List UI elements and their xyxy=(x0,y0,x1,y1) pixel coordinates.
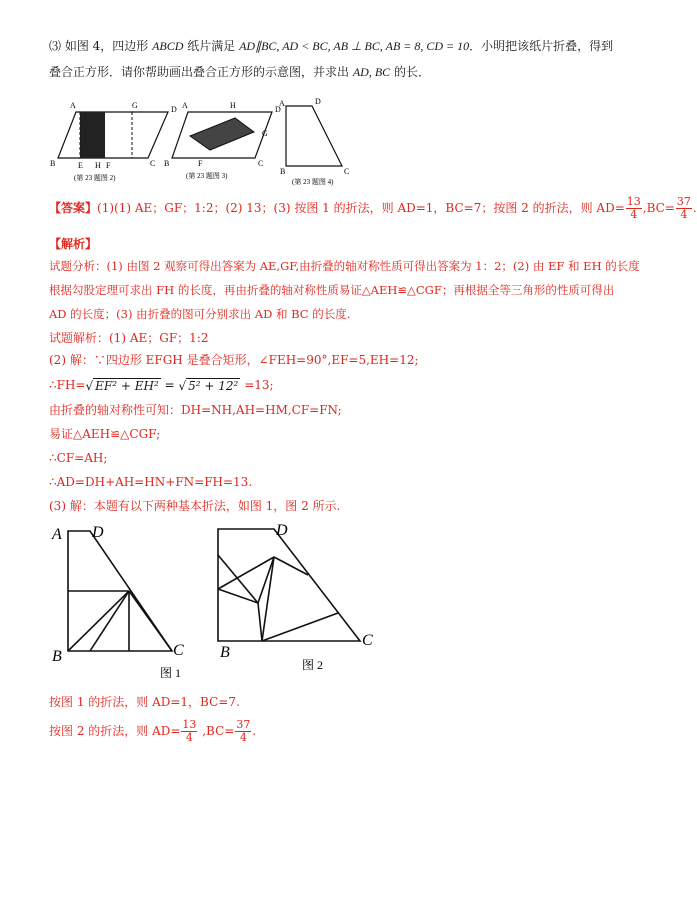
conclusion-2 xyxy=(49,718,256,744)
fraction xyxy=(676,196,692,221)
thumb-label: G xyxy=(262,129,268,138)
thumb-label: A xyxy=(182,101,188,110)
answer-text: ,BC= xyxy=(642,201,675,215)
figure-caption: 图 2 xyxy=(302,658,324,672)
figure-label: C xyxy=(362,632,373,649)
thumb-caption: (第 23 题图 3) xyxy=(186,172,228,180)
thumb-label: C xyxy=(150,159,156,168)
fraction-numerator: 37 xyxy=(676,195,691,208)
problem-text: 纸片满足 xyxy=(183,39,240,53)
analysis-step: 试题解析：(1) AE；GF；1:2 xyxy=(49,331,209,345)
analysis-step: 易证△AEH≌△CGF; xyxy=(49,427,161,441)
fraction xyxy=(626,196,642,221)
analysis-paragraph: AD 的长度；(3) 由折叠的图可分别求出 AD 和 BC 的长度. xyxy=(49,307,351,321)
equation-text: ∴FH= xyxy=(49,378,86,392)
analysis-step: ∴AD=DH+AH=HN+FN=FH=13. xyxy=(49,475,253,489)
conclusion-text: 按图 2 的折法，则 AD= xyxy=(49,724,181,738)
answer-tag: 【答案】 xyxy=(49,201,98,215)
problem-targets: AD, BC xyxy=(352,65,391,79)
equation-text: = xyxy=(164,378,175,392)
analysis-step: (2) 解：∵四边形 EFGH 是叠合矩形，∠FEH=90°,EF=5,EH=12; xyxy=(49,353,419,367)
problem-line-1 xyxy=(49,38,613,54)
problem-conditions: AD∥BC, AD < BC, AB ⊥ BC, AB = 8, CD = 10 xyxy=(239,39,470,53)
fraction-numerator: 13 xyxy=(182,718,197,731)
thumb-label: G xyxy=(132,101,138,110)
thumb-label: B xyxy=(164,159,170,168)
problem-line-2 xyxy=(49,64,430,80)
thumb-label: D xyxy=(275,105,281,114)
sqrt-expression: √ 5² + 12² xyxy=(178,378,239,393)
thumb-label: H xyxy=(230,101,236,110)
fraction-numerator: 13 xyxy=(626,195,641,208)
figure-label: B xyxy=(220,644,230,661)
fraction-denominator: 4 xyxy=(680,208,688,221)
problem-text: ⑶ 如图 4，四边形 xyxy=(49,39,153,53)
figure-label: C xyxy=(173,642,184,659)
thumb-figure-3 xyxy=(164,101,281,180)
thumb-label: F xyxy=(198,159,203,168)
answer-text: (1)(1) AE；GF；1:2；(2) 13；(3) 按图 1 的折法，则 AD=1，BC=7；按图 2 的折法，则 AD= xyxy=(97,201,625,215)
fraction-denominator: 4 xyxy=(239,731,247,744)
figure-label: B xyxy=(52,648,62,665)
equation-text: =13; xyxy=(244,378,274,392)
analysis-paragraph: 根据勾股定理可求出 FH 的长度，再由折叠的轴对称性质易证△AEH≌△CGF；再根据全等三角形的性质可得出 xyxy=(49,283,615,297)
analysis-step: ∴CF=AH; xyxy=(49,451,108,465)
analysis-step: (3) 解：本题有以下两种基本折法，如图 1，图 2 所示. xyxy=(49,499,341,513)
problem-text: 叠合正方形．请你帮助画出叠合正方形的示意图，并求出 xyxy=(49,65,353,79)
fh-equation xyxy=(49,374,274,397)
fraction-denominator: 4 xyxy=(630,208,638,221)
quad-name: ABCD xyxy=(152,39,184,53)
fraction xyxy=(181,719,197,744)
problem-text: ．小明把该纸片折叠，得到 xyxy=(469,39,614,53)
thumb-label: A xyxy=(279,99,285,108)
thumb-label: A xyxy=(70,101,76,110)
thumb-figure-4 xyxy=(279,97,349,186)
thumb-caption: (第 23 题图 2) xyxy=(74,174,116,182)
sqrt-expression: √ EF² + EH² xyxy=(85,378,159,393)
thumb-label: F xyxy=(106,161,111,170)
thumb-label: B xyxy=(50,159,56,168)
fraction xyxy=(235,719,251,744)
conclusion-1: 按图 1 的折法，则 AD=1，BC=7. xyxy=(49,695,240,709)
thumb-label: D xyxy=(315,97,321,106)
thumb-figure-2 xyxy=(50,101,177,182)
fraction-numerator: 37 xyxy=(236,718,251,731)
radicand: 5² + 12² xyxy=(188,378,239,393)
fold-figure-2 xyxy=(218,529,360,641)
problem-text: 的长． xyxy=(390,65,430,79)
thumb-label: D xyxy=(171,105,177,114)
thumb-label: C xyxy=(344,167,350,176)
analysis-paragraph: 试题分析：(1) 由图 2 观察可得出答案为 AE,GF,由折叠的轴对称性质可得出答案为 1：2；(2) 由 EF 和 EH 的长度 xyxy=(49,259,640,273)
analysis-tag: 【解析】 xyxy=(49,237,98,251)
radicand: EF² + EH² xyxy=(95,378,159,393)
conclusion-text: . xyxy=(252,724,257,738)
figure-caption: 图 1 xyxy=(160,666,182,680)
thumb-label: C xyxy=(258,159,264,168)
thumb-label: B xyxy=(280,167,286,176)
answer-line xyxy=(49,196,697,221)
fraction-denominator: 4 xyxy=(185,731,193,744)
analysis-step: 由折叠的轴对称性可知：DH=NH,AH=HM,CF=FN; xyxy=(49,403,342,417)
figure-label: D xyxy=(92,524,104,541)
thumbnail-figures xyxy=(40,92,640,187)
thumb-label: E xyxy=(78,161,83,170)
figure-label: D xyxy=(276,522,288,539)
thumb-caption: (第 23 题图 4) xyxy=(292,178,334,186)
fold-figures xyxy=(40,515,400,680)
figure-label: A xyxy=(52,526,62,543)
thumb-label: H xyxy=(95,161,101,170)
fold-figure-1 xyxy=(68,531,172,651)
conclusion-text: ,BC= xyxy=(198,724,235,738)
answer-text: . xyxy=(692,201,697,215)
